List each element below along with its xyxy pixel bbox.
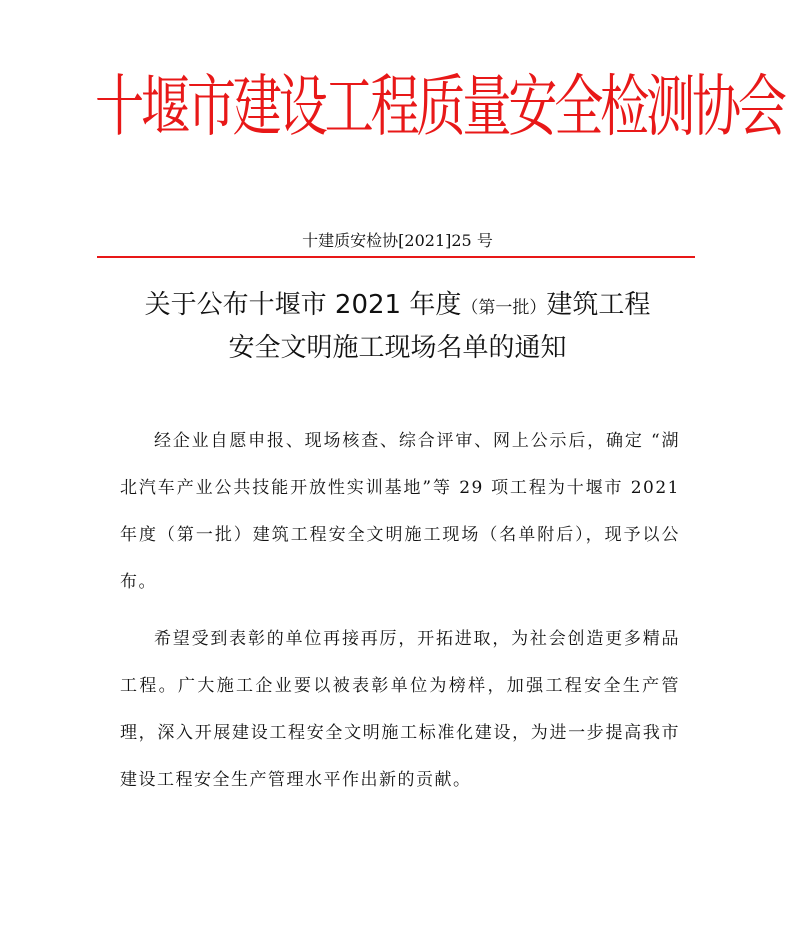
body-paragraph-2: 希望受到表彰的单位再接再厉，开拓进取，为社会创造更多精品工程。广大施工企业要以被表彰单位为榜样，加强工程安全生产管理，深入开展建设工程安全文明施工标准化建设，为进一步提高我市建设工程安全生产管理水平作出新的贡献。 bbox=[120, 629, 680, 790]
letterhead-divider bbox=[97, 256, 695, 258]
organization-letterhead: 十堰市建设工程质量安全检测协会 bbox=[95, 67, 784, 147]
notice-title-batch: （第一批） bbox=[461, 298, 547, 318]
notice-title-line1 bbox=[0, 285, 795, 328]
notice-title-line1-part2: 建筑工程 bbox=[546, 290, 651, 320]
notice-title bbox=[0, 285, 795, 368]
notice-title-line2: 安全文明施工现场名单的通知 bbox=[228, 333, 567, 363]
document-number: 十建质安检协[2021]25 号 bbox=[302, 231, 493, 250]
notice-body bbox=[120, 418, 680, 804]
notice-title-line1-part1: 关于公布十堰市 2021 年度 bbox=[144, 290, 462, 320]
body-paragraph-1: 经企业自愿申报、现场核查、综合评审、网上公示后，确定 “湖北汽车产业公共技能开放性实训基地”等 29 项工程为十堰市 2021 年度（第一批）建筑工程安全文明施工现场（名单附后），现予以公布。 bbox=[120, 431, 680, 592]
